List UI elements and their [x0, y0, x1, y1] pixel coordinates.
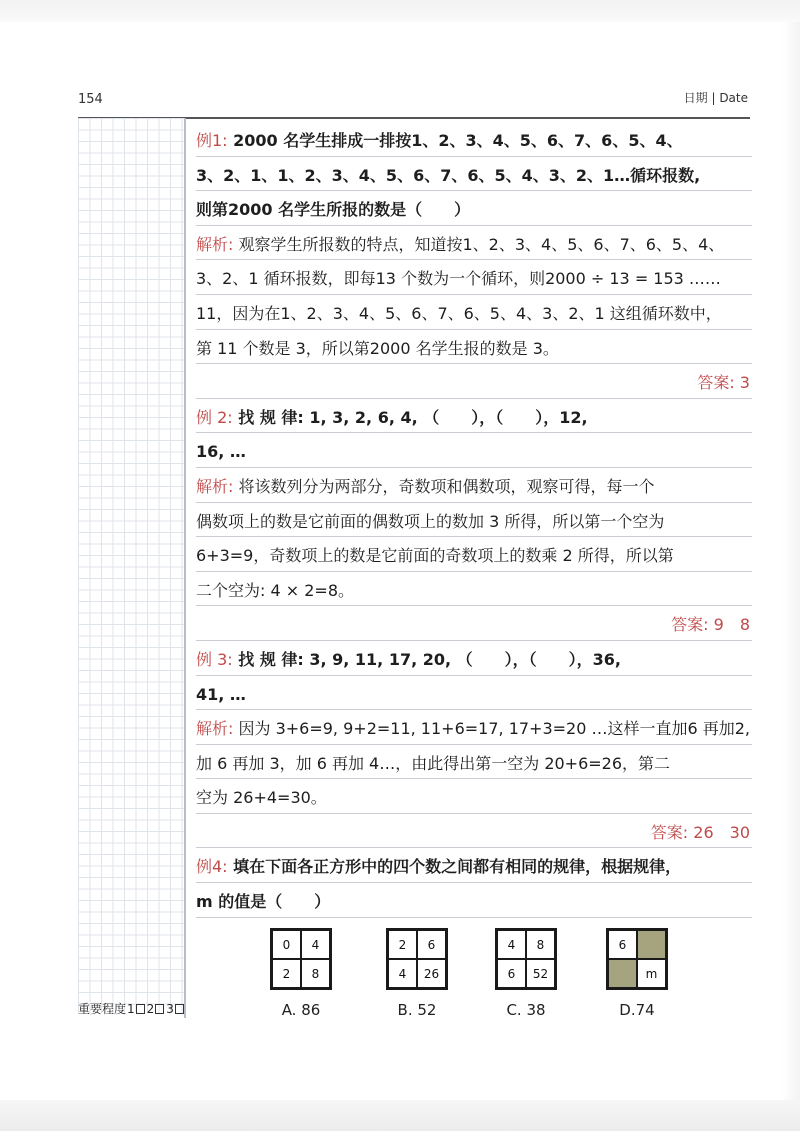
- date-label: 日期 | Date: [683, 91, 748, 105]
- square-a-cell: 8: [301, 959, 330, 988]
- margin-grid: [78, 118, 184, 1013]
- importance-checkbox-1[interactable]: [136, 1004, 145, 1014]
- option-b-label: B. 52: [397, 1001, 437, 1019]
- example-2-line-2: 16, …: [196, 433, 752, 468]
- example-2-analysis-1: 解析: 将该数列分为两部分，奇数项和偶数项，观察可得，每一个: [196, 468, 752, 503]
- square-c-cell: 52: [526, 959, 555, 988]
- example-4-line-2: m 的值是（ ）: [196, 883, 752, 918]
- square-d-shaded-cell: [608, 959, 637, 988]
- example-1-line-3: 则第2000 名学生所报的数是（ ）: [196, 191, 752, 226]
- scan-bottom-edge: [0, 1100, 800, 1131]
- option-a-label: A. 86: [281, 1001, 321, 1019]
- square-a: [270, 928, 332, 990]
- example-3-line-2: 41, …: [196, 676, 752, 711]
- square-c-cell: 8: [526, 930, 555, 959]
- square-b-cell: 2: [388, 930, 417, 959]
- square-a-cell: 2: [272, 959, 301, 988]
- margin-line: [184, 118, 186, 1018]
- example-3-analysis-3: 空为 26+4=30。: [196, 779, 752, 814]
- scan-top-edge: [0, 0, 800, 22]
- square-a-cell: 4: [301, 930, 330, 959]
- importance-checkbox-3[interactable]: [175, 1004, 184, 1014]
- square-c-cell: 4: [497, 930, 526, 959]
- scan-right-edge: [782, 22, 800, 1100]
- importance-checkbox-2[interactable]: [155, 1004, 164, 1014]
- example-1-line-1: 例1: 2000 名学生排成一排按1、2、3、4、5、6、7、6、5、4、: [196, 122, 752, 157]
- example-2-analysis-4: 二个空为: 4 × 2=8。: [196, 572, 752, 607]
- square-d-cell: 6: [608, 930, 637, 959]
- example-1-answer: 答案: 3: [196, 364, 752, 399]
- square-b: [386, 928, 448, 990]
- example-1-line-2: 3、2、1、1、2、3、4、5、6、7、6、5、4、3、2、1…循环报数,: [196, 157, 752, 192]
- example-3-answer: 答案: 26 30: [196, 814, 752, 849]
- example-2-analysis-2: 偶数项上的数是它前面的偶数项上的数加 3 所得，所以第一个空为: [196, 503, 752, 538]
- example-1-analysis-4: 第 11 个数是 3，所以第2000 名学生报的数是 3。: [196, 330, 752, 365]
- page-number: 154: [78, 92, 103, 107]
- notebook-content: [196, 122, 752, 918]
- option-d-label: D.74: [619, 1001, 655, 1019]
- option-c-label: C. 38: [506, 1001, 546, 1019]
- importance-rating: [78, 1000, 185, 1017]
- square-c: [495, 928, 557, 990]
- square-d-cell: m: [637, 959, 666, 988]
- example-2-line-1: 例 2: 找 规 律: 1, 3, 2, 6, 4, （ ），（ ），12,: [196, 399, 752, 434]
- importance-level-3: 3: [166, 1001, 174, 1016]
- square-a-cell: 0: [272, 930, 301, 959]
- square-d: [606, 928, 668, 990]
- example-1-analysis-2: 3、2、1 循环报数，即每13 个数为一个循环，则2000 ÷ 13 = 153 ……: [196, 260, 752, 295]
- example-4-line-1: 例4: 填在下面各正方形中的四个数之间都有相同的规律，根据规律，: [196, 848, 752, 883]
- example-1-analysis-3: 11，因为在1、2、3、4、5、6、7、6、5、4、3、2、1 这组循环数中，: [196, 295, 752, 330]
- square-b-cell: 4: [388, 959, 417, 988]
- example-3-line-1: 例 3: 找 规 律: 3, 9, 11, 17, 20, （ ），（ ），36,: [196, 641, 752, 676]
- example-2-answer: 答案: 9 8: [196, 606, 752, 641]
- square-c-cell: 6: [497, 959, 526, 988]
- importance-label: 重要程度: [78, 1002, 127, 1016]
- square-b-cell: 26: [417, 959, 446, 988]
- importance-level-2: 2: [146, 1001, 155, 1016]
- example-1-analysis-1: 解析: 观察学生所报数的特点，知道按1、2、3、4、5、6、7、6、5、4、: [196, 226, 752, 261]
- example-4-squares: [270, 928, 690, 1028]
- importance-level-1: 1: [127, 1001, 135, 1016]
- square-d-shaded-cell: [637, 930, 666, 959]
- square-b-cell: 6: [417, 930, 446, 959]
- example-3-analysis-1: 解析: 因为 3+6=9, 9+2=11, 11+6=17, 17+3=20 …这样一直加6 再加2,: [196, 710, 752, 745]
- example-2-analysis-3: 6+3=9，奇数项上的数是它前面的奇数项上的数乘 2 所得，所以第: [196, 537, 752, 572]
- example-3-analysis-2: 加 6 再加 3，加 6 再加 4…，由此得出第一空为 20+6=26，第二: [196, 745, 752, 780]
